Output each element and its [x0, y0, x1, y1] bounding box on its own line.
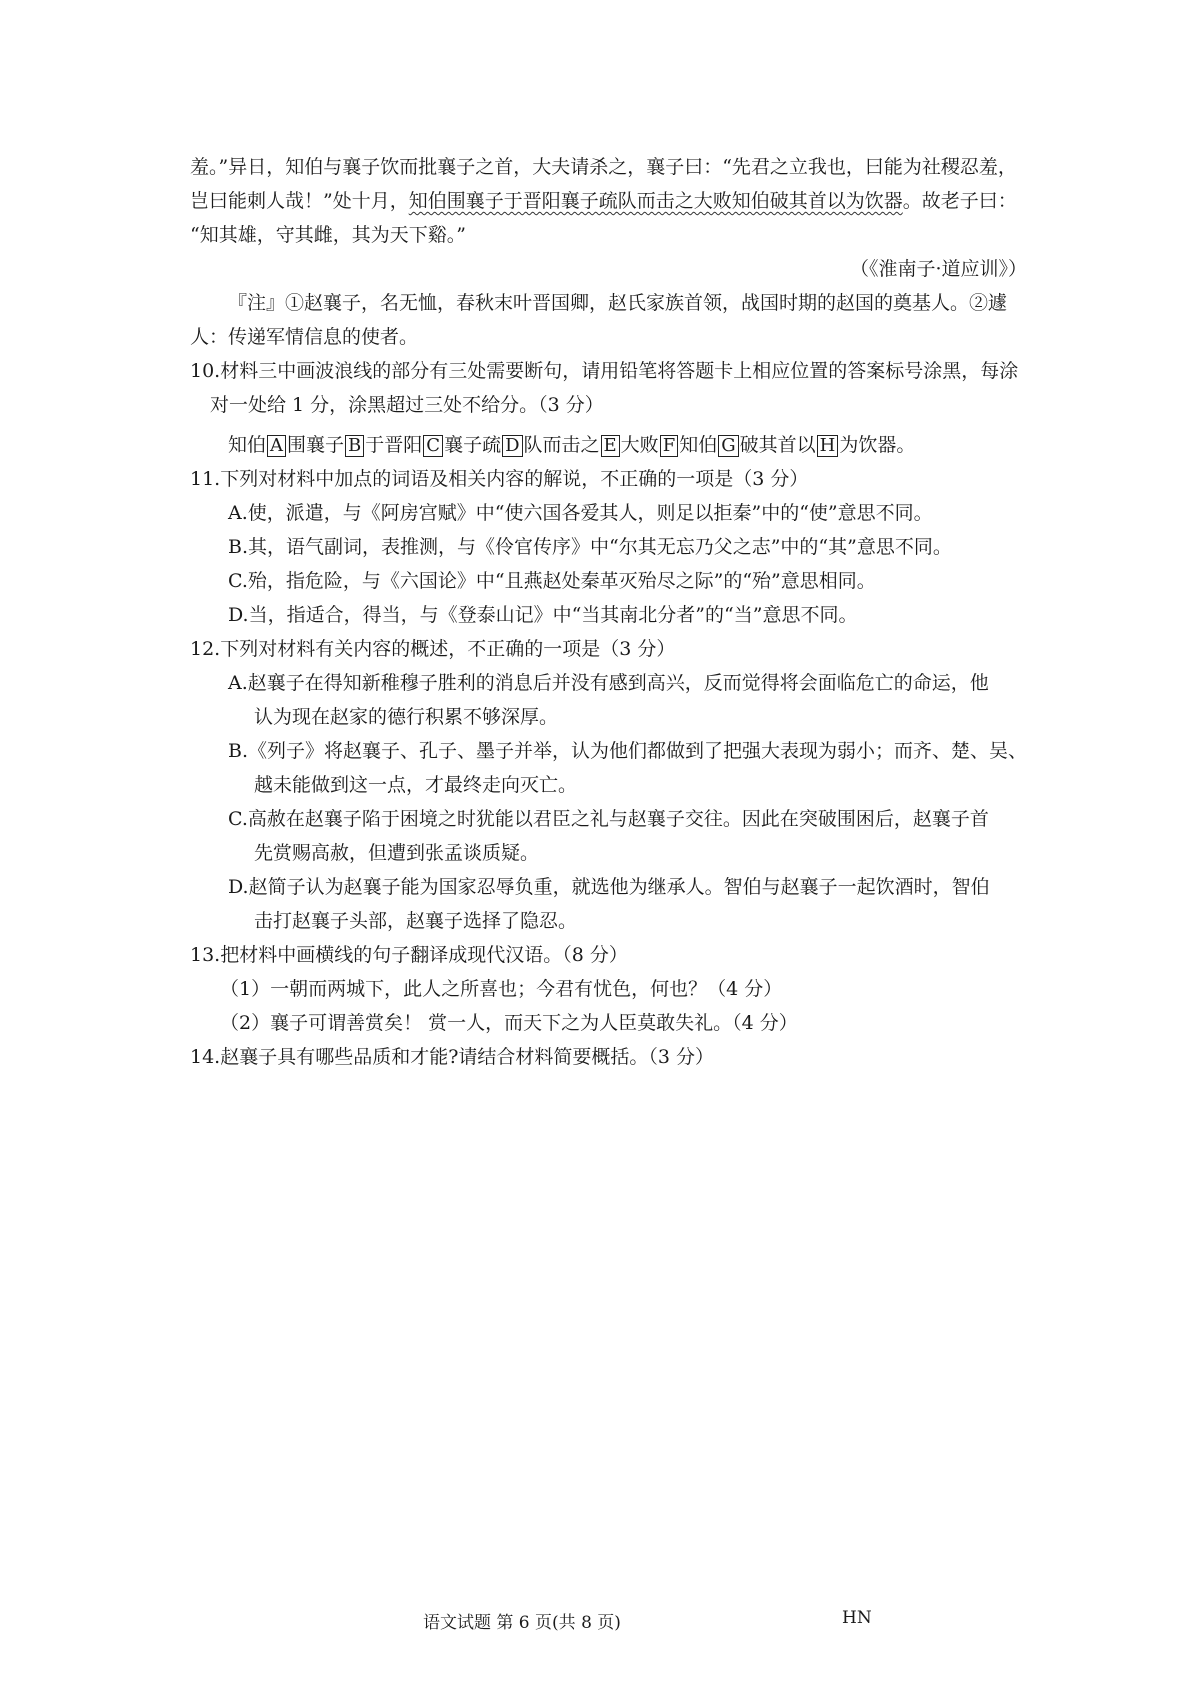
q12-option-d-line-2: 击打赵襄子头部，赵襄子选择了隐忍。	[254, 910, 578, 932]
q10-segment: 队而击之	[523, 434, 600, 456]
passage-line-2-start: 岂曰能刺人哉！”处十月，	[190, 190, 409, 212]
page-number: 语文试题 第 6 页(共 8 页)	[423, 1613, 621, 1633]
note-line-2: 人：传递军情信息的使者。	[190, 326, 419, 348]
wavy-underlined-sentence: 知伯围襄子于晋阳襄子疏队而击之大败知伯破其首以为饮器	[408, 190, 903, 212]
q12-option-d	[190, 870, 1035, 938]
passage-line-1: 羞。”异日，知伯与襄子饮而批襄子之首，大夫请杀之，襄子曰：“先君之立我也，曰能为社稷忍羞，	[190, 156, 1017, 178]
q10-segment: 围襄子	[287, 434, 345, 456]
q10-segment: 知伯	[679, 434, 718, 456]
passage-line-3: “知其雄，守其雌，其为天下谿。”	[190, 224, 466, 246]
q12-option-d-line-1: D.赵简子认为赵襄子能为国家忍辱负重，就选他为继承人。智伯与赵襄子一起饮酒时，智伯	[228, 876, 990, 898]
passage-source: （《淮南子·道应训》）	[849, 258, 1027, 280]
q11-option-b: B.其，语气副词，表推测，与《伶官传序》中“尔其无忘乃父之志”中的“其”意思不同。	[228, 536, 952, 558]
q10-label-box: B	[345, 435, 364, 457]
q10-label-box: G	[718, 435, 738, 457]
q10-segment: 为饮器。	[839, 434, 916, 456]
q11-option-a: A.使，派遣，与《阿房宫赋》中“使六国各爱其人，则足以拒秦”中的“使”意思不同。	[228, 502, 933, 524]
q14-stem: 14.赵襄子具有哪些品质和才能?请结合材料简要概括。（3 分）	[190, 1046, 715, 1068]
q11-stem: 11.下列对材料中加点的词语及相关内容的解说，不正确的一项是（3 分）	[190, 468, 809, 490]
note-line-1: 『注』①赵襄子，名无恤，春秋末叶晋国卿，赵氏家族首领，战国时期的赵国的奠基人。②遽	[228, 292, 1008, 314]
q10-segment: 破其首以	[739, 434, 816, 456]
q10-segment: 知伯	[228, 434, 267, 456]
passage-line-2	[190, 184, 1035, 218]
q12-option-b-line-1: B.《列子》将赵襄子、孔子、墨子并举，认为他们都做到了把强大表现为弱小；而齐、楚、吴、	[228, 740, 1028, 762]
q13-item-1: （1）一朝而两城下，此人之所喜也；今君有忧色，何也？（4 分）	[220, 978, 783, 1000]
q10-label-box: E	[601, 435, 620, 457]
q10-segment: 大败	[620, 434, 659, 456]
q12-option-c-line-1: C.高赦在赵襄子陷于困境之时犹能以君臣之礼与赵襄子交往。因此在突破围困后，赵襄子首	[228, 808, 989, 830]
q10-segment: 于晋阳	[365, 434, 423, 456]
q12-option-b-line-2: 越未能做到这一点，才最终走向灭亡。	[254, 774, 578, 796]
q13-item-2: （2）襄子可谓善赏矣！ 赏一人，而天下之为人臣莫敢失礼。（4 分）	[220, 1012, 798, 1034]
q11-option-c: C.殆，指危险，与《六国论》中“且燕赵处秦革灭殆尽之际”的“殆”意思相同。	[228, 570, 876, 592]
q10-segment-row	[190, 428, 1035, 462]
q12-option-a-line-2: 认为现在赵家的德行积累不够深厚。	[254, 706, 559, 728]
q10-label-box: A	[267, 435, 286, 457]
q12-option-b	[190, 734, 1035, 802]
q12-option-a	[190, 666, 1035, 734]
q12-option-c-line-2: 先赏赐高赦，但遭到张孟谈质疑。	[254, 842, 540, 864]
exam-page	[190, 150, 1035, 1074]
q10-stem-line-2: 对一处给 1 分，涂黑超过三处不给分。（3 分）	[210, 394, 604, 416]
passage-line-2-end: 。故老子曰：	[902, 190, 1017, 212]
q10-label-box: D	[502, 435, 522, 457]
q12-option-a-line-1: A.赵襄子在得知新稚穆子胜利的消息后并没有感到高兴，反而觉得将会面临危亡的命运，他	[228, 672, 989, 694]
q10-label-box: F	[660, 435, 679, 457]
q10-label-box: H	[817, 435, 839, 457]
q11-option-d: D.当，指适合，得当，与《登泰山记》中“当其南北分者”的“当”意思不同。	[228, 604, 858, 626]
q10-stem-line-1: 10.材料三中画波浪线的部分有三处需要断句，请用铅笔将答题卡上相应位置的答案标号涂黑，每涂	[190, 360, 1019, 382]
q12-stem: 12.下列对材料有关内容的概述，不正确的一项是（3 分）	[190, 638, 676, 660]
q12-option-c	[190, 802, 1035, 870]
q10-segment: 襄子疏	[444, 434, 502, 456]
region-code: HN	[842, 1608, 872, 1628]
q10-label-box: C	[423, 435, 443, 457]
q13-stem: 13.把材料中画横线的句子翻译成现代汉语。（8 分）	[190, 944, 628, 966]
